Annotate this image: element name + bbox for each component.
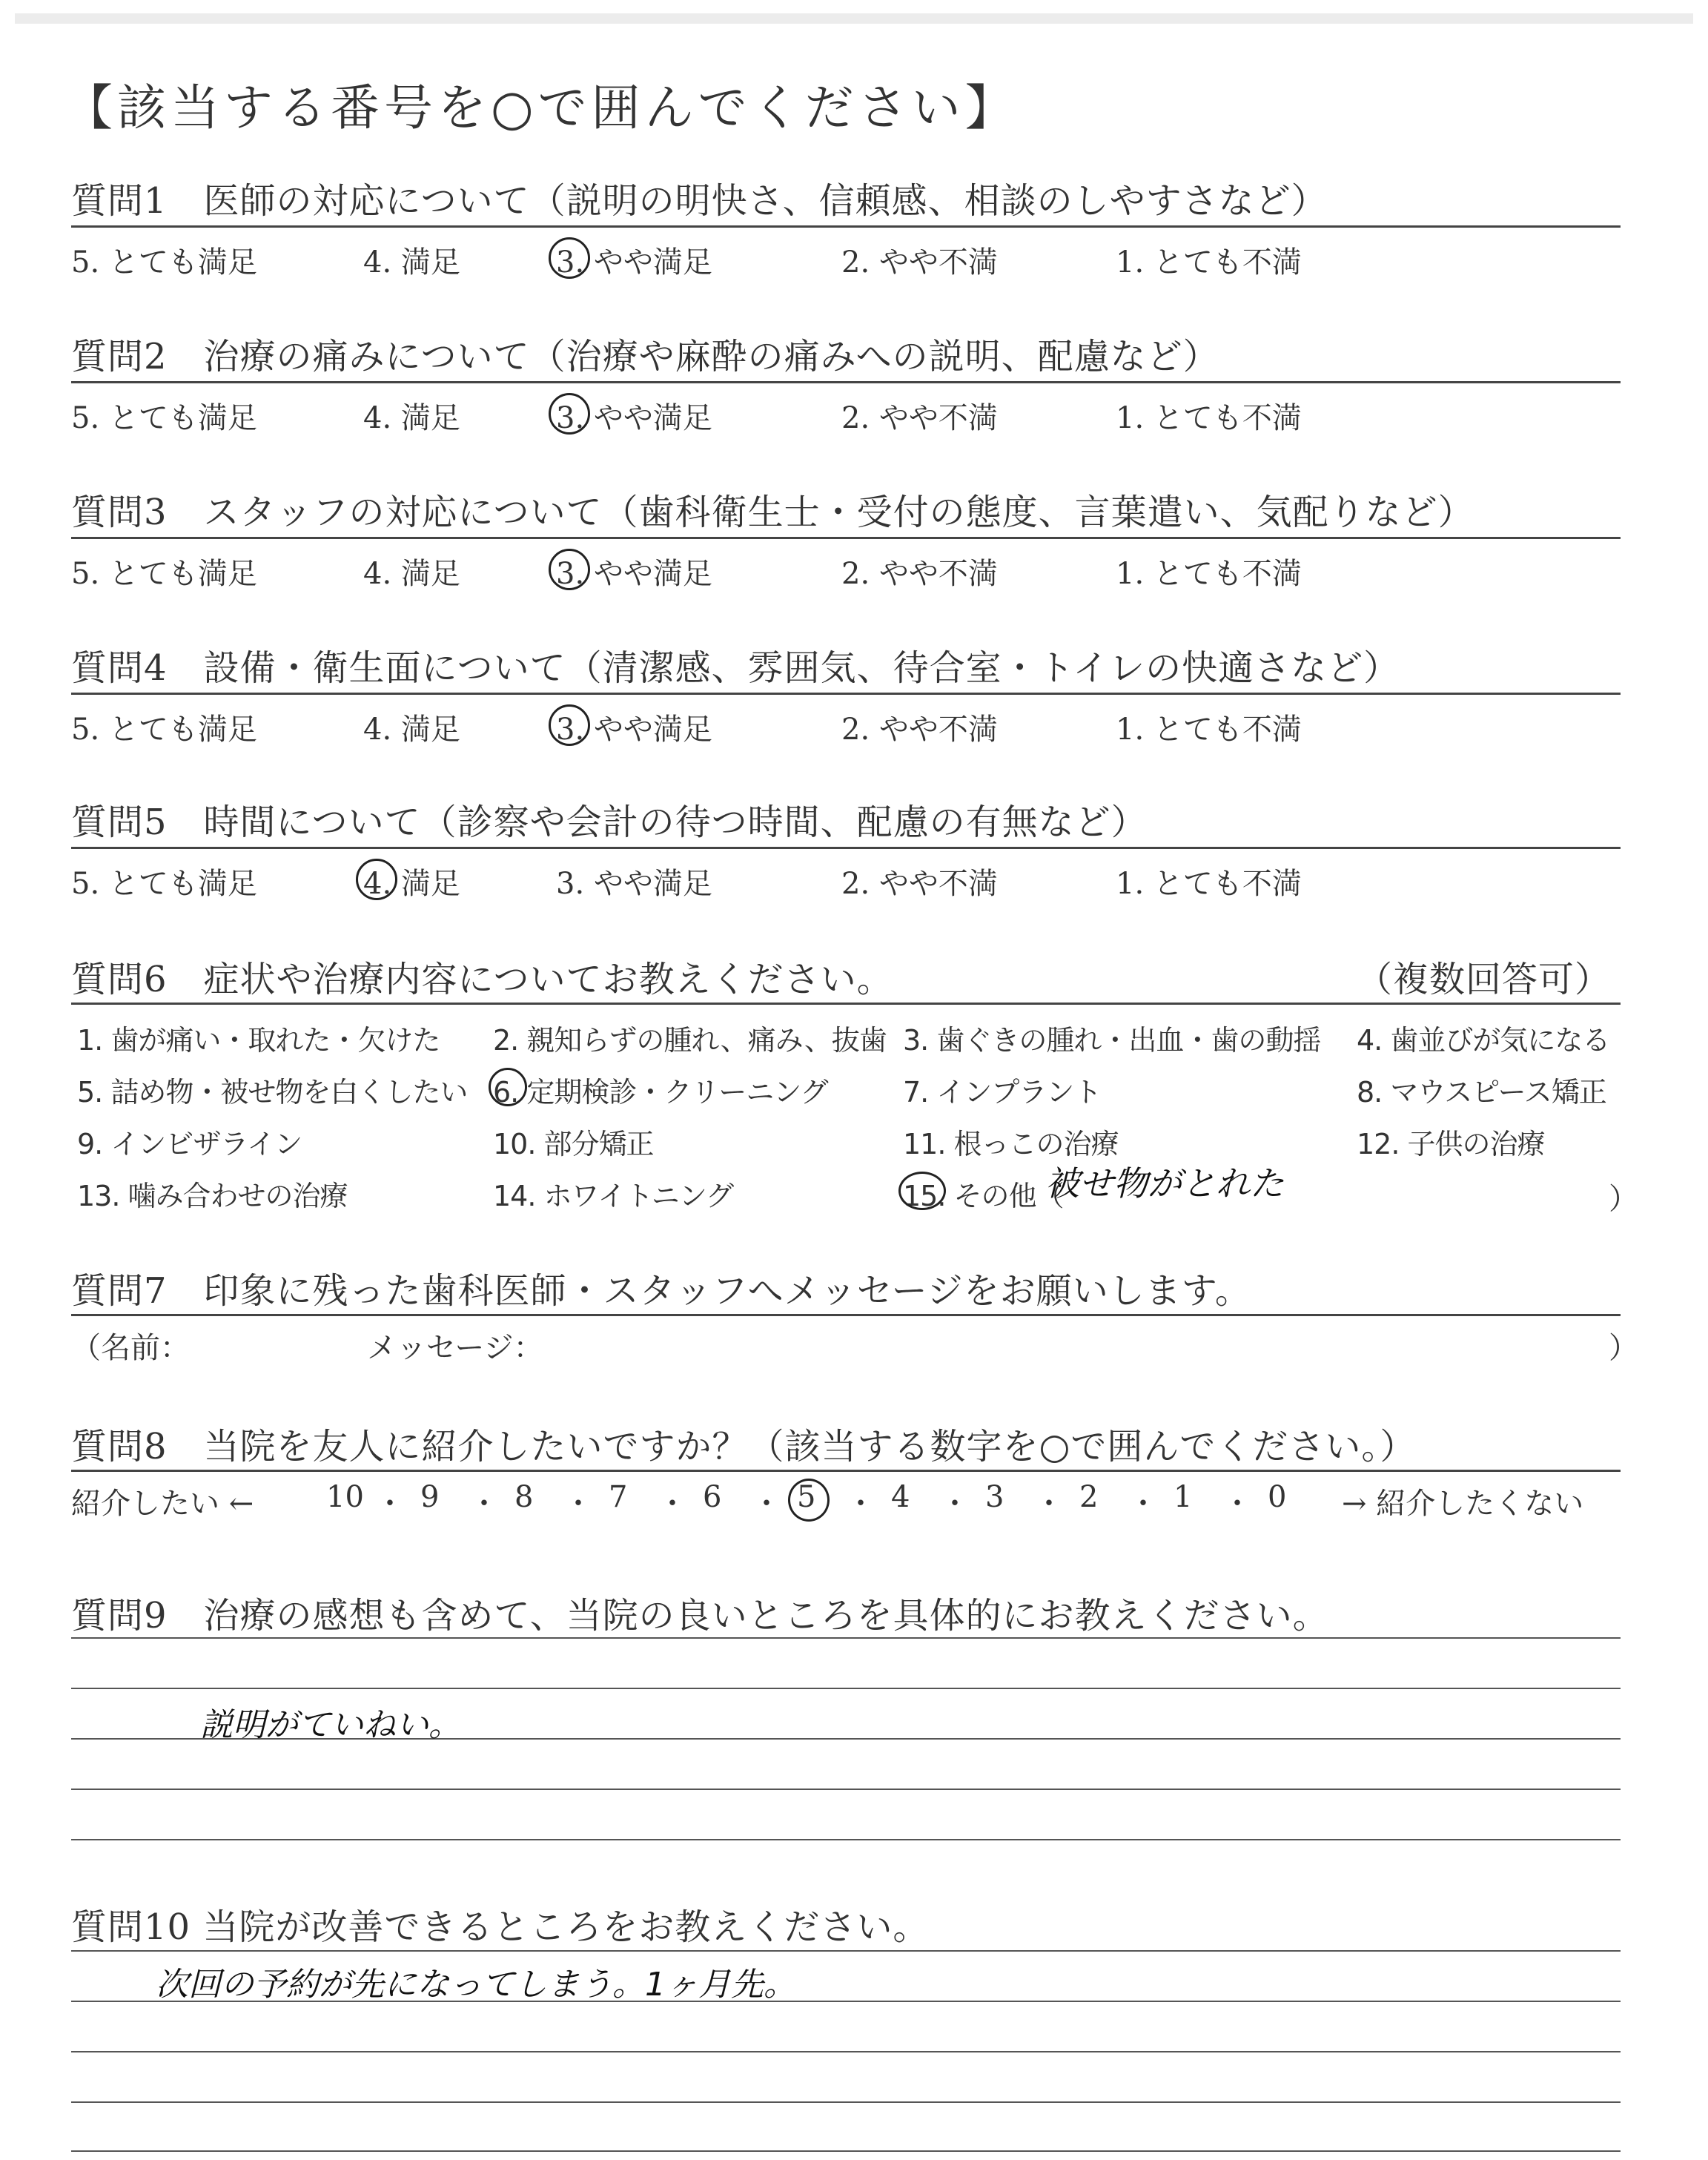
q6-other-handwriting: 被せ物がとれた xyxy=(1045,1163,1284,1203)
q3-option-2[interactable]: 2. やや不満 xyxy=(841,557,998,591)
q1-option-4[interactable]: 4. 満足 xyxy=(363,245,460,280)
q8-right-label: → 紹介したくない xyxy=(1342,1487,1584,1521)
q8-scale-separator: ・ xyxy=(658,1487,687,1521)
q8-scale-0[interactable]: 0 xyxy=(1268,1480,1287,1514)
q6-option-3[interactable]: 3. 歯ぐきの腫れ・出血・歯の動揺 xyxy=(903,1024,1321,1057)
q8-scale-separator: ・ xyxy=(940,1487,970,1521)
q2-selection-circle xyxy=(549,393,590,435)
q6-option-1[interactable]: 1. 歯が痛い・取れた・欠けた xyxy=(77,1024,440,1057)
q5-option-2[interactable]: 2. やや不満 xyxy=(841,867,998,901)
q8-scale-1[interactable]: 1 xyxy=(1174,1480,1193,1514)
q2-option-3[interactable]: 3. やや満足 xyxy=(556,401,712,435)
q5-title: 質問5 時間について（診察や会計の待つ時間、配慮の有無など） xyxy=(71,802,1148,843)
q8-scale-separator: ・ xyxy=(375,1487,405,1521)
q6-option-14[interactable]: 14. ホワイトニング xyxy=(493,1180,734,1212)
scan-edge xyxy=(15,13,1693,24)
q7-message-label: メッセージ： xyxy=(367,1331,543,1365)
q5-option-5[interactable]: 5. とても満足 xyxy=(71,867,257,901)
q8-scale-separator: ・ xyxy=(1034,1487,1064,1521)
q8-left-label: 紹介したい ← xyxy=(71,1487,254,1521)
q6-option-13[interactable]: 13. 噛み合わせの治療 xyxy=(77,1180,348,1212)
q6-option-6[interactable]: 6. 定期検診・クリーニング xyxy=(493,1076,828,1109)
q3-option-5[interactable]: 5. とても満足 xyxy=(71,557,257,591)
q8-scale-4[interactable]: 4 xyxy=(891,1480,910,1514)
q3-option-3[interactable]: 3. やや満足 xyxy=(556,557,712,591)
q6-rule xyxy=(71,1003,1621,1005)
q2-option-1[interactable]: 1. とても不満 xyxy=(1116,401,1302,435)
q6-note: （複数回答可） xyxy=(1357,959,1612,1000)
q8-scale-5[interactable]: 5 xyxy=(797,1480,816,1514)
q4-option-5[interactable]: 5. とても満足 xyxy=(71,713,257,747)
q4-option-3[interactable]: 3. やや満足 xyxy=(556,713,712,747)
q7-close: ） xyxy=(1609,1331,1638,1365)
q6-option-10[interactable]: 10. 部分矯正 xyxy=(493,1128,654,1160)
q1-option-1[interactable]: 1. とても不満 xyxy=(1116,245,1302,280)
q1-option-5[interactable]: 5. とても満足 xyxy=(71,245,257,280)
q1-selection-circle xyxy=(549,237,590,279)
q7-title: 質問7 印象に残った歯科医師・スタッフへメッセージをお願いします。 xyxy=(71,1270,1251,1312)
q10-line-1 xyxy=(71,1950,1621,1952)
q7-rule xyxy=(71,1314,1621,1316)
q2-title: 質問2 治療の痛みについて（治療や麻酔の痛みへの説明、配慮など） xyxy=(71,336,1219,377)
q8-scale-separator: ・ xyxy=(563,1487,593,1521)
q2-option-5[interactable]: 5. とても満足 xyxy=(71,401,257,435)
q8-scale-7[interactable]: 7 xyxy=(609,1480,628,1514)
q1-rule xyxy=(71,225,1621,228)
q7-name-label: （名前： xyxy=(71,1331,190,1365)
q6-selection-circle-6 xyxy=(489,1068,527,1106)
q6-option-5[interactable]: 5. 詰め物・被せ物を白くしたい xyxy=(77,1076,468,1109)
q8-scale-separator: ・ xyxy=(1128,1487,1158,1521)
q6-option-11[interactable]: 11. 根っこの治療 xyxy=(903,1128,1119,1160)
q6-selection-circle-15 xyxy=(898,1172,946,1210)
q9-answer-handwriting: 説明がていねい。 xyxy=(200,1706,461,1744)
q3-title: 質問3 スタッフの対応について（歯科衛生士・受付の態度、言葉遣い、気配りなど） xyxy=(71,492,1474,533)
q9-title: 質問9 治療の感想も含めて、当院の良いところを具体的にお教えください。 xyxy=(71,1595,1329,1636)
q8-scale-8[interactable]: 8 xyxy=(514,1480,534,1514)
q8-scale-10[interactable]: 10 xyxy=(326,1480,364,1514)
q10-title: 質問10 当院が改善できるところをお教えください。 xyxy=(71,1906,930,1948)
q5-option-1[interactable]: 1. とても不満 xyxy=(1116,867,1302,901)
q6-option-8[interactable]: 8. マウスピース矯正 xyxy=(1357,1076,1606,1109)
q1-option-2[interactable]: 2. やや不満 xyxy=(841,245,998,280)
q9-line-2 xyxy=(71,1688,1621,1689)
q5-option-4[interactable]: 4. 満足 xyxy=(363,867,460,901)
q10-line-5 xyxy=(71,2150,1621,2152)
q8-scale-separator: ・ xyxy=(469,1487,499,1521)
q9-line-4 xyxy=(71,1789,1621,1790)
q6-option-2[interactable]: 2. 親知らずの腫れ、痛み、抜歯 xyxy=(493,1024,887,1057)
page-title: 【該当する番号を○で囲んでください】 xyxy=(64,79,1019,136)
q10-line-4 xyxy=(71,2101,1621,2103)
q3-option-4[interactable]: 4. 満足 xyxy=(363,557,460,591)
q6-option-9[interactable]: 9. インビザライン xyxy=(77,1128,302,1160)
q8-scale-9[interactable]: 9 xyxy=(420,1480,440,1514)
q8-title: 質問8 当院を友人に紹介したいですか？（該当する数字を○で囲んでください。） xyxy=(71,1426,1417,1467)
q6-other-close: ） xyxy=(1609,1182,1638,1216)
q1-title: 質問1 医師の対応について（説明の明快さ、信頼感、相談のしやすさなど） xyxy=(71,180,1328,222)
q2-option-2[interactable]: 2. やや不満 xyxy=(841,401,998,435)
q2-option-4[interactable]: 4. 満足 xyxy=(363,401,460,435)
q9-line-1 xyxy=(71,1637,1621,1639)
q8-scale-3[interactable]: 3 xyxy=(985,1480,1004,1514)
q3-selection-circle xyxy=(549,549,590,590)
q6-title: 質問6 症状や治療内容についてお教えください。 xyxy=(71,959,893,1000)
q2-rule xyxy=(71,381,1621,383)
q9-line-5 xyxy=(71,1839,1621,1840)
q6-option-4[interactable]: 4. 歯並びが気になる xyxy=(1357,1024,1610,1057)
q10-answer-handwriting: 次回の予約が先になってしまう。1ヶ月先。 xyxy=(156,1966,796,2004)
q8-selection-circle xyxy=(788,1479,830,1522)
q8-rule xyxy=(71,1470,1621,1472)
q6-option-15[interactable]: 15. その他（ xyxy=(903,1180,1064,1212)
q4-rule xyxy=(71,693,1621,695)
q8-scale-separator: ・ xyxy=(846,1487,875,1521)
q8-scale-6[interactable]: 6 xyxy=(703,1480,722,1514)
q4-title: 質問4 設備・衛生面について（清潔感、雰囲気、待合室・トイレの快適さなど） xyxy=(71,647,1400,689)
q3-rule xyxy=(71,537,1621,539)
q1-option-3[interactable]: 3. やや満足 xyxy=(556,245,712,280)
q8-scale-2[interactable]: 2 xyxy=(1079,1480,1099,1514)
q10-line-3 xyxy=(71,2051,1621,2052)
q4-option-2[interactable]: 2. やや不満 xyxy=(841,713,998,747)
q6-option-12[interactable]: 12. 子供の治療 xyxy=(1357,1128,1545,1160)
q4-selection-circle xyxy=(549,704,590,746)
q8-scale-separator: ・ xyxy=(752,1487,781,1521)
q6-option-7[interactable]: 7. インプラント xyxy=(903,1076,1102,1109)
q5-selection-circle xyxy=(356,859,397,900)
q4-option-1[interactable]: 1. とても不満 xyxy=(1116,713,1302,747)
q4-option-4[interactable]: 4. 満足 xyxy=(363,713,460,747)
q5-rule xyxy=(71,847,1621,849)
q3-option-1[interactable]: 1. とても不満 xyxy=(1116,557,1302,591)
q5-option-3[interactable]: 3. やや満足 xyxy=(556,867,712,901)
q8-scale-separator: ・ xyxy=(1222,1487,1252,1521)
